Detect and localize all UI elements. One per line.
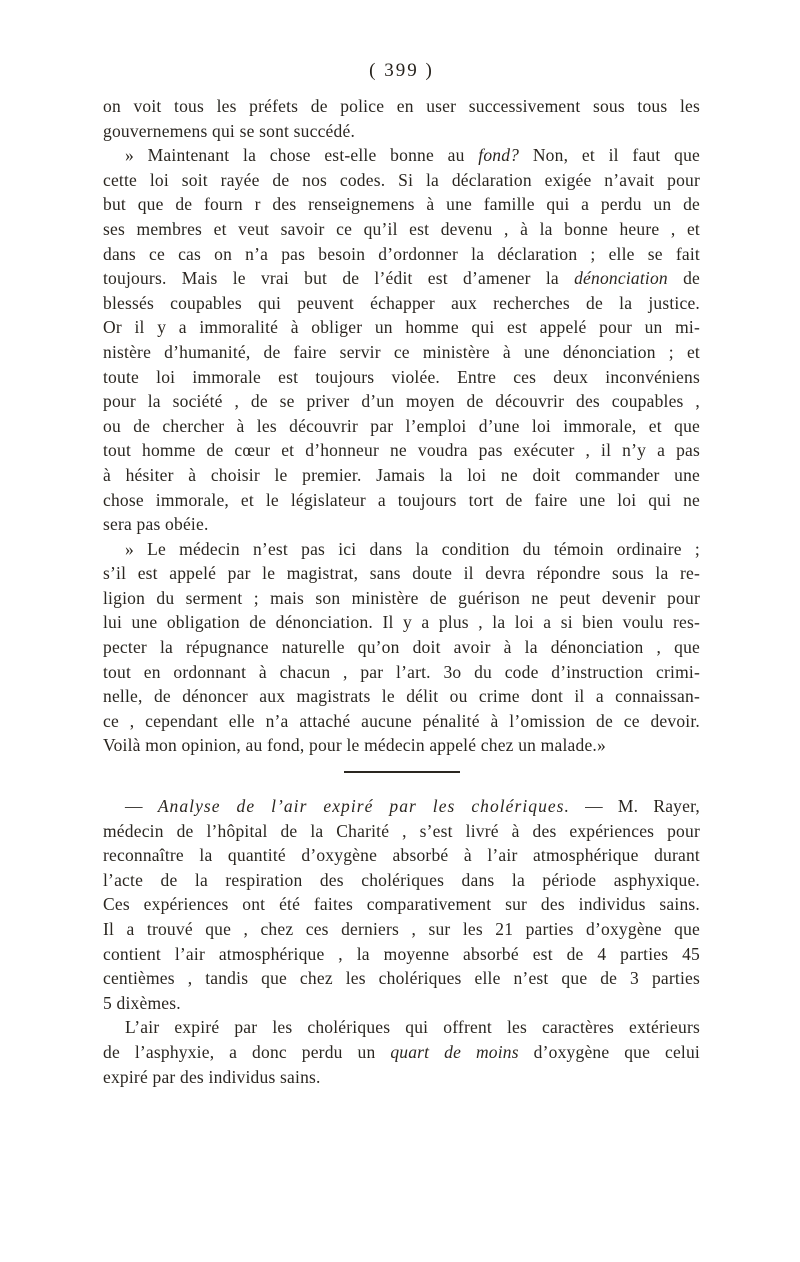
text-run: d’oxygène que celui (518, 1041, 700, 1062)
text-line (103, 488, 700, 513)
text-line (103, 365, 700, 390)
text-line (103, 143, 700, 168)
text-run: 5 dixèmes. (103, 992, 181, 1013)
text-run: cette loi soit rayée de nos codes. Si la déclaration exigée n’avait pour (103, 169, 700, 190)
text-line (103, 819, 700, 844)
text-line (103, 966, 700, 991)
text-run: pour la société , de se priver d’un moyen de découvrir des coupables , (103, 391, 700, 412)
text-run: nistère d’humanité, de faire servir ce ministère à une dénonciation ; et (103, 341, 700, 362)
text-line (103, 660, 700, 685)
text-line (103, 733, 700, 758)
text-run: L’air expiré par les cholériques qui offrent les caractères extérieurs (125, 1017, 700, 1038)
text-run: Or il y a immoralité à obliger un homme qui est appelé pour un mi- (103, 317, 700, 338)
text-line (103, 991, 700, 1016)
text-run: tout homme de cœur et d’honneur ne voudra pas exécuter , il n’y a pas (103, 440, 700, 461)
text-run: s’il est appelé par le magistrat, sans doute il devra répondre sous la re- (103, 563, 700, 584)
page-number: ( 399 ) (369, 60, 434, 81)
text-lines (103, 94, 700, 1089)
text-line (103, 794, 700, 819)
text-line (103, 586, 700, 611)
text-run: reconnaître la quantité d’oxygène absorbé à l’air atmosphérique durant (103, 845, 700, 866)
text-line (103, 119, 700, 144)
text-run: médecin de l’hôpital de la Charité , s’est livré à des expériences pour (103, 820, 700, 841)
text-run: de (667, 268, 700, 289)
text-line (103, 868, 700, 893)
text-run: lui une obligation de dénonciation. Il y a plus , la loi a si bien voulu res- (103, 612, 700, 633)
text-run: tout en ordonnant à chacun , par l’art. 3o du code d’instruction crimi- (103, 661, 700, 682)
text-line (103, 917, 700, 942)
text-line (103, 843, 700, 868)
text-run: toujours. Mais le vrai but de l’édit est d’amener la (103, 268, 575, 289)
text-line (103, 389, 700, 414)
text-line (103, 561, 700, 586)
text-line (103, 266, 700, 291)
text-run: de l’asphyxie, a donc perdu un (103, 1041, 391, 1062)
text-run: ce , cependant elle n’a attaché aucune pénalité à l’omission de ce devoir. (103, 710, 700, 731)
text-line (103, 414, 700, 439)
text-line (103, 537, 700, 562)
text-line (103, 1065, 700, 1090)
text-run: toute loi immorale est toujours violée. Entre ces deux inconvéniens (103, 366, 700, 387)
text-run: pecter la répugnance naturelle qu’on doit avoir à la dénonciation , que (103, 637, 700, 658)
text-run: expiré par des individus sains. (103, 1066, 321, 1087)
text-line (103, 684, 700, 709)
section-divider (344, 771, 460, 773)
text-run: à hésiter à choisir le premier. Jamais la loi ne doit commander une (103, 464, 700, 485)
italic-text-run: dénonciation (574, 268, 668, 289)
text-run: » Le médecin n’est pas ici dans la condition du témoin ordinaire ; (125, 538, 700, 559)
text-line (103, 340, 700, 365)
text-line (103, 217, 700, 242)
text-run: Voilà mon opinion, au fond, pour le médecin appelé chez un malade.» (103, 735, 606, 756)
text-block (103, 58, 700, 1089)
text-line (103, 512, 700, 537)
text-line (103, 892, 700, 917)
text-line (103, 1040, 700, 1065)
text-line (103, 438, 700, 463)
text-line (103, 94, 700, 119)
text-run: Non, et il faut que (519, 145, 701, 166)
italic-text-run: Analyse de l’air expiré par les cholériques. (157, 796, 570, 817)
text-run: on voit tous les préfets de police en user successivement sous tous les (103, 96, 700, 116)
text-run: nelle, de dénoncer aux magistrats le délit ou crime dont il a connaissan- (103, 686, 700, 707)
text-run: chose immorale, et le législateur a toujours tort de faire une loi qui ne (103, 489, 700, 510)
text-run: dans ce cas on n’a pas besoin d’ordonner la déclaration ; elle se fait (103, 243, 700, 264)
text-line (103, 610, 700, 635)
text-line (103, 192, 700, 217)
text-line (103, 291, 700, 316)
text-run: » Maintenant la chose est-elle bonne au (125, 145, 479, 166)
text-line (103, 635, 700, 660)
text-line (103, 168, 700, 193)
italic-text-run: fond? (478, 145, 520, 166)
text-line (103, 942, 700, 967)
text-run: blessés coupables qui peuvent échapper aux recherches de la justice. (103, 292, 700, 313)
italic-text-run: quart de moins (390, 1041, 519, 1062)
text-line (103, 242, 700, 267)
text-run: — (125, 796, 158, 817)
text-run: but que de fourn r des renseignemens à une famille qui a perdu un de (103, 194, 700, 215)
text-run: ses membres et veut savoir ce qu’il est devenu , à la bonne heure , et (103, 218, 700, 239)
text-run: l’acte de la respiration des cholériques dans la période asphyxique. (103, 869, 700, 890)
text-line (103, 709, 700, 734)
text-line (103, 463, 700, 488)
text-run: gouvernemens qui se sont succédé. (103, 120, 356, 141)
text-run: — M. Rayer, (569, 796, 700, 817)
text-run: centièmes , tandis que chez les cholériques elle n’est que de 3 parties (103, 968, 700, 989)
text-run: ligion du serment ; mais son ministère de guérison ne peut devenir pour (103, 587, 700, 608)
text-line (103, 1015, 700, 1040)
text-run: contient l’air atmosphérique , la moyenne absorbé est de 4 parties 45 (103, 943, 700, 964)
text-run: ou de chercher à les découvrir par l’emploi d’une loi immorale, et que (103, 415, 700, 436)
text-run: Ces expériences ont été faites comparativement sur des individus sains. (103, 894, 700, 915)
text-run: sera pas obéie. (103, 514, 209, 535)
text-run: Il a trouvé que , chez ces derniers , sur les 21 parties d’oxygène que (103, 919, 700, 939)
text-line (103, 315, 700, 340)
